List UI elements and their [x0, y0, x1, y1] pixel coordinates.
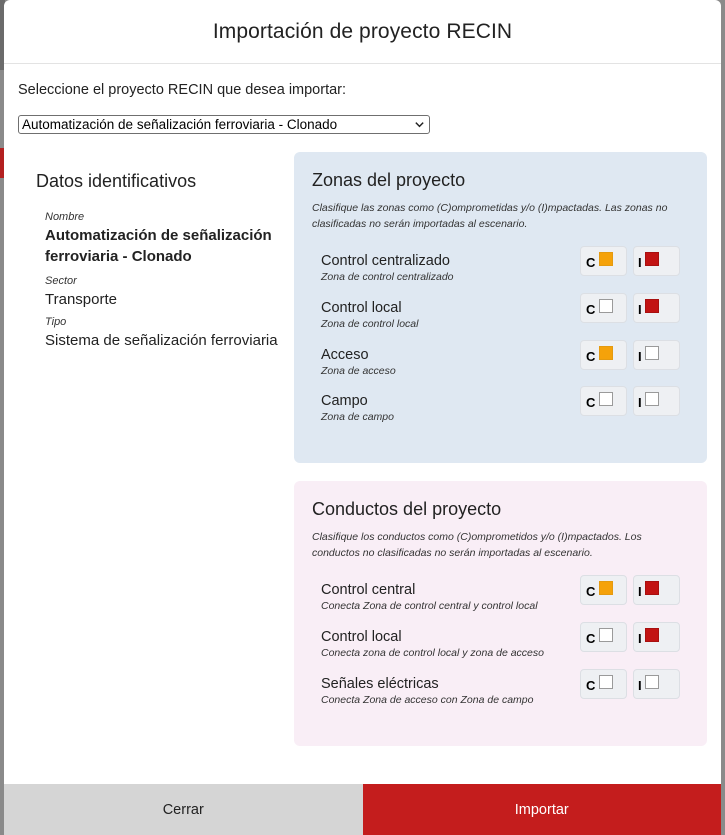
impacted-letter: I	[638, 255, 642, 270]
import-modal	[4, 0, 721, 835]
close-button[interactable]: Cerrar	[4, 784, 363, 835]
impacted-checkbox[interactable]	[645, 675, 659, 689]
zones-panel	[294, 152, 707, 463]
zone-subtitle: Zona de control centralizado	[321, 271, 454, 283]
impacted-letter: I	[638, 584, 642, 599]
impacted-letter: I	[638, 302, 642, 317]
zone-subtitle: Zona de campo	[321, 411, 394, 423]
conduit-item	[321, 675, 691, 711]
zone-name: Campo	[321, 393, 368, 409]
impacted-checkbox[interactable]	[645, 346, 659, 360]
committed-letter: C	[586, 349, 596, 364]
zone-name: Acceso	[321, 347, 369, 363]
committed-letter: C	[586, 255, 596, 270]
modal-title: Importación de proyecto RECIN	[212, 19, 513, 43]
impacted-checkbox[interactable]	[645, 581, 659, 595]
committed-checkbox[interactable]	[599, 346, 613, 360]
sector-field	[45, 275, 286, 310]
conduit-name: Control central	[321, 582, 416, 598]
zone-committed-toggle[interactable]	[580, 340, 627, 370]
conduit-item	[321, 581, 691, 617]
identity-title: Datos identificativos	[36, 171, 197, 191]
zone-impacted-toggle[interactable]	[633, 386, 680, 416]
conduit-committed-toggle[interactable]	[580, 669, 627, 699]
type-label: Tipo	[45, 316, 67, 328]
conduit-name: Control local	[321, 629, 402, 645]
zone-impacted-toggle[interactable]	[633, 340, 680, 370]
conduit-name: Señales eléctricas	[321, 676, 439, 692]
zone-item	[321, 299, 691, 335]
chevron-down-icon	[414, 119, 425, 130]
zone-committed-toggle[interactable]	[580, 246, 627, 276]
conduit-impacted-toggle[interactable]	[633, 575, 680, 605]
zone-impacted-toggle[interactable]	[633, 246, 680, 276]
zone-impacted-toggle[interactable]	[633, 293, 680, 323]
zones-title: Zonas del proyecto	[312, 170, 466, 190]
conduit-subtitle: Conecta zona de control local y zona de acceso	[321, 647, 544, 659]
conduits-description: Clasifique los conductos como (C)omprometidos y/o (I)mpactados. Los conductos no clasificadas no serán importadas al escenario.	[312, 531, 642, 559]
committed-checkbox[interactable]	[599, 628, 613, 642]
impacted-checkbox[interactable]	[645, 628, 659, 642]
committed-checkbox[interactable]	[599, 392, 613, 406]
committed-letter: C	[586, 631, 596, 646]
project-select[interactable]	[18, 115, 430, 134]
zones-description: Clasifique las zonas como (C)omprometidas y/o (I)mpactadas. Las zonas no clasificadas no serán importadas al escenario.	[312, 202, 668, 230]
zone-subtitle: Zona de acceso	[321, 365, 396, 377]
committed-letter: C	[586, 584, 596, 599]
committed-letter: C	[586, 678, 596, 693]
impacted-letter: I	[638, 678, 642, 693]
zone-item	[321, 392, 691, 428]
project-select-value: Automatización de señalización ferroviaria - Clonado	[22, 117, 338, 132]
impacted-letter: I	[638, 349, 642, 364]
identity-section	[36, 171, 286, 351]
conduits-panel	[294, 481, 707, 746]
committed-checkbox[interactable]	[599, 581, 613, 595]
modal-header	[4, 0, 721, 64]
conduit-committed-toggle[interactable]	[580, 575, 627, 605]
conduit-item	[321, 628, 691, 664]
type-value: Sistema de señalización ferroviaria	[45, 332, 278, 349]
import-button[interactable]: Importar	[363, 784, 722, 835]
committed-checkbox[interactable]	[599, 299, 613, 313]
name-value: Automatización de señalización ferroviaria - Clonado	[45, 227, 272, 265]
zone-committed-toggle[interactable]	[580, 386, 627, 416]
impacted-letter: I	[638, 631, 642, 646]
name-label: Nombre	[45, 211, 85, 223]
name-field	[45, 211, 286, 267]
zone-committed-toggle[interactable]	[580, 293, 627, 323]
sector-value: Transporte	[45, 291, 117, 308]
zone-item	[321, 252, 691, 288]
impacted-checkbox[interactable]	[645, 252, 659, 266]
committed-checkbox[interactable]	[599, 675, 613, 689]
impacted-checkbox[interactable]	[645, 392, 659, 406]
impacted-checkbox[interactable]	[645, 299, 659, 313]
zone-name: Control local	[321, 300, 402, 316]
type-field	[45, 316, 286, 351]
conduit-impacted-toggle[interactable]	[633, 669, 680, 699]
committed-letter: C	[586, 302, 596, 317]
conduit-subtitle: Conecta Zona de acceso con Zona de campo	[321, 694, 534, 706]
project-select-label: Seleccione el proyecto RECIN que desea importar:	[18, 82, 347, 98]
conduit-committed-toggle[interactable]	[580, 622, 627, 652]
conduits-title: Conductos del proyecto	[312, 499, 502, 519]
modal-footer	[4, 784, 721, 835]
impacted-letter: I	[638, 395, 642, 410]
zone-name: Control centralizado	[321, 253, 450, 269]
zone-subtitle: Zona de control local	[321, 318, 419, 330]
zone-item	[321, 346, 691, 382]
committed-letter: C	[586, 395, 596, 410]
committed-checkbox[interactable]	[599, 252, 613, 266]
conduit-subtitle: Conecta Zona de control central y control local	[321, 600, 538, 612]
sector-label: Sector	[45, 275, 77, 287]
conduit-impacted-toggle[interactable]	[633, 622, 680, 652]
